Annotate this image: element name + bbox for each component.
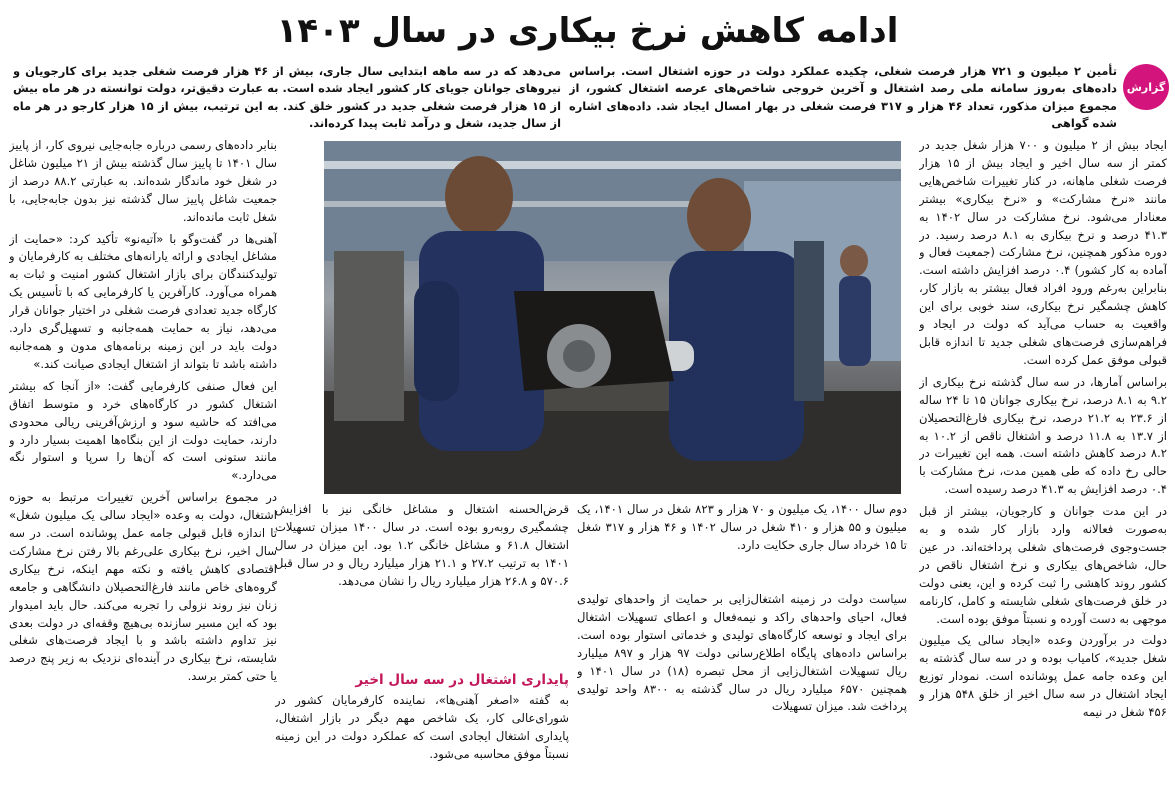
column-left	[9, 137, 277, 782]
col4-paragraph: آهنی‌ها در گفت‌وگو با «آتیه‌نو» تأکید کرد: «حمایت از مشاغل ایجادی و ارائه یارانه‌های مختلف به کارفرمایان و تولیدکنندگان برای بازار اشتغال کشور امنیت و ثبات به همراه می‌آورد. کارآفرین یا کارفرمایی که با تأسیس یک کارگاه جدید تعدادی فرصت شغلی در اختیار جوانان قرار می‌دهد، نیاز به حمایت همه‌جانبه و تسهیل‌گری دارد. دولت باید در این زمینه برنامه‌های مدون و همه‌جانبه داشته باشد تا بتواند از اشتغال ایجادی صیانت کند.»	[9, 231, 277, 371]
headline: ادامه کاهش نرخ بیکاری در سال ۱۴۰۳	[276, 11, 899, 51]
section-subheading: پایداری اشتغال در سه سال اخیر	[355, 672, 569, 688]
photo-illustration	[324, 141, 901, 494]
section-badge: گزارش	[1123, 64, 1169, 110]
col4-paragraph: در مجموع براساس آخرین تغییرات مرتبط به حوزه اشتغال، دولت به وعده «ایجاد سالی یک میلیون شغل» تا اندازه قابل قبولی جامه عمل پوشانده است. در سه سال اخیر، نرخ بیکاری علی‌رغم بالا رفتن نرخ مشارکت اقتصادی کاهش یافته و نکته مهم اینکه، نرخ بیکاری گروه‌های خاص مانند فارغ‌التحصیلان دانشگاهی و جامعه زنان نیز روند نزولی را تجربه می‌کند. حال باید امیدوار بود که این مسیر سازنده بی‌هیچ وقفه‌ای در دولت بعدی نیز تداوم داشته باشد و با ایجاد فرصت‌های شغلی شایسته، نرخ بیکاری در آینده‌ای نزدیک به زیر پنج درصد یا حتی کمتر برسد.	[9, 490, 277, 684]
factory-workers-photo	[324, 141, 901, 494]
col1-paragraph: در این مدت جوانان و کارجویان، بیشتر از قبل به‌صورت فعالانه وارد بازار کار شده و به جست‌وجوی فرصت‌های شغلی پرداخته‌اند. در عین حال، شاخص‌های بیکاری و نرخ اشتغال ناقص در کشور روند کاهشی را ثبت کرده و این، یعنی دولت در خلق فرصت‌های شغلی شایسته و کامل، کارنامه موجهی به دست آورده و نسبتاً موفق بوده است.	[919, 504, 1167, 626]
lead-paragraph-right: تأمین ۲ میلیون و ۷۲۱ هزار فرصت شغلی، چکیده عملکرد دولت در حوزه اشتغال است. براساس داده‌های به‌روز سامانه ملی رصد اشتغال و آخرین خروجی شاخص‌های عرصه اشتغال کشور، از مجموع میزان مذکور، تعداد ۴۶ هزار و ۳۱۷ فرصت شغلی در بهار امسال ایجاد شد. داده‌های اشاره شده گواهی	[569, 64, 1117, 131]
col1-paragraph: دولت در برآوردن وعده «ایجاد سالی یک میلیون شغل جدید»، کامیاب بوده و در سه سال گذشته به این وعده جامه عمل پوشانده است. نمودار توزیع ایجاد اشتغال در سه سال اخیر از خلق ۵۴۸ هزار و ۴۵۶ شغل در نیمه	[919, 633, 1167, 720]
col1-paragraph: ایجاد بیش از ۲ میلیون و ۷۰۰ هزار شغل جدید در کمتر از سه سال اخیر و ایجاد بیش از ۱۵ هزار فرصت شغلی ماهانه، در کنار تغییرات شاخص‌هایی مانند «نرخ مشارکت» و «نرخ بیکاری» بیشتر معنادار می‌شود. نرخ مشارکت در سال ۱۴۰۲ به ۴۱.۳ درصد و نرخ بیکاری به ۸.۱ درصد رسید. در دوره مذکور همچنین، نرخ مشارکت (جمعیت فعال و آماده به کار کشور) ۰.۴ درصد افزایش داشته است. بنابراین به‌رغم ورود افراد فعال بیشتر به بازار کار، کاهش چشمگیر نرخ بیکاری، سند خوبی برای این واقعیت به حساب می‌آید که دولت در ایجاد و فراهم‌سازی فرصت‌های شغلی جدید تا اندازه قابل قبولی موفق عمل کرده است.	[919, 138, 1167, 367]
column-right	[919, 137, 1167, 782]
column-center-right-top: دوم سال ۱۴۰۰، یک میلیون و ۷۰ هزار و ۸۲۳ شغل در سال ۱۴۰۱، یک میلیون و ۵۵ هزار و ۴۱۰ شغل در سال ۱۴۰۲ و ۴۶ هزار و ۳۱۷ شغل تا ۱۵ خرداد سال جاری حکایت دارد.	[577, 502, 907, 552]
lead-paragraph-left: می‌دهد که در سه ماهه ابتدایی سال جاری، بیش از ۴۶ هزار فرصت شغلی جدید برای کارجویان و نیروهای جوانان جویای کار کشور ایجاد شده است. به عبارت دقیق‌تر، دولت توانسته در هر ماه بیش از ۱۵ هزار فرصت شغلی جدید در کشور خلق کند. به این ترتیب، بیش از ۱۵ هزار کارجو در هر ماه از سال جدید، شغل و درآمد ثابت پیدا کرده‌اند.	[13, 64, 561, 131]
col4-paragraph: این فعال صنفی کارفرمایی گفت: «از آنجا که بیشتر اشتغال کشور در کارگاه‌های خرد و متوسط اتفاق می‌افتد که حاشیه سود و ارزش‌آفرینی ریالی محدودی دارند، حمایت دولت از این بنگاه‌ها اهمیت بسیار دارد و مانند ستونی است که آن‌ها را سرپا و استوار نگه می‌دارد.»	[9, 378, 277, 483]
column-center-left-top: قرض‌الحسنه اشتغال و مشاغل خانگی نیز با افزایش چشمگیری روبه‌رو بوده است. در سال ۱۴۰۰ میزان تسهیلات اشتغال ۶۱.۸ و مشاغل خانگی ۱.۲ بود. این میزان در سال ۱۴۰۱ به ترتیب ۲۷.۲ و ۲۱.۱ هزار میلیارد ریال و در سال قبل ۵۷۰.۶ و ۲۶.۸ هزار میلیارد ریال را نشان می‌دهد.	[275, 502, 569, 588]
col4-paragraph: بنابر داده‌های رسمی درباره جابه‌جایی نیروی کار، از پاییز سال ۱۴۰۱ تا پاییز سال گذشته بیش از ۲۱ میلیون شاغل در شغل خود ماندگار شده‌اند. به عبارتی ۸۸.۲ درصد از جمعیت شاغل پاییز سال گذشته نیز بدون جابه‌جایی، با شغل ثابت مانده‌اند.	[9, 138, 277, 224]
col1-paragraph: براساس آمارها، در سه سال گذشته نرخ بیکاری از ۹.۲ به ۸.۱ درصد، نرخ بیکاری جوانان ۱۵ تا ۲۴ ساله از ۲۳.۶ به ۲۱.۲ درصد، نرخ بیکاری فارغ‌التحصیلان از ۱۳.۷ به ۱۱.۸ درصد و اشتغال ناقص از ۱۰.۲ به ۸.۲ درصد کاهش داشته است. همه این تغییرات در حالی رخ داده که طی همین مدت، نرخ مشارکت با ۰.۴ درصد افزایش به ۴۱.۳ درصد رسیده است.	[919, 374, 1167, 497]
column-center-right-bottom: سیاست دولت در زمینه اشتغال‌زایی بر حمایت از واحدهای تولیدی فعال، احیای واحدهای راکد و نیمه‌فعال و اعطای تسهیلات اشتغال برای ایجاد و توسعه کارگاه‌های تولیدی و خدماتی استوار بوده است. براساس داده‌های پایگاه اطلاع‌رسانی دولت ۹۷ هزار و ۸۹۷ میلیارد ریال تسهیلات اشتغال‌زایی از محل تبصره (۱۸) در سال ۱۴۰۱ و همچنین ۶۵۷۰ میلیارد ریال در سال گذشته به ۸۳۰۰ واحد تولیدی پرداخت شد. میزان تسهیلات	[577, 592, 907, 714]
column-center-left-bottom: به گفته «اصغر آهنی‌ها»، نماینده کارفرمایان کشور در شورای‌عالی کار، یک شاخص مهم دیگر در بازار اشتغال، پایداری اشتغال ایجادی است که عملکرد دولت در این زمینه نسبتاً موفق محاسبه می‌شود.	[275, 693, 569, 761]
